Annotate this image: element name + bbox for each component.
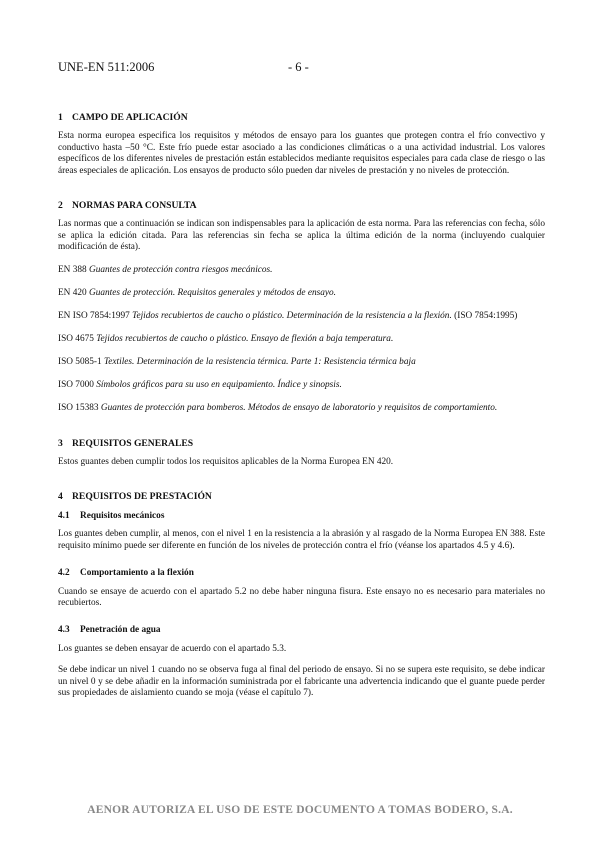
page-content — [58, 112, 545, 699]
section-heading — [58, 112, 545, 123]
page-number: - 6 - — [288, 60, 309, 74]
license-footer: AENOR AUTORIZA EL USO DE ESTE DOCUMENTO A TOMAS BODERO, S.A. — [87, 804, 513, 816]
document-id: UNE-EN 511:2006 — [58, 60, 155, 74]
reference-item — [58, 334, 545, 345]
reference-item — [58, 403, 545, 414]
reference-code: EN ISO 7854:1997 — [58, 311, 130, 322]
reference-code: ISO 7000 — [58, 380, 94, 391]
section-4 — [58, 491, 545, 699]
reference-item — [58, 265, 545, 276]
section-title: NORMAS PARA CONSULTA — [72, 200, 197, 212]
reference-item — [58, 380, 545, 391]
section-1 — [58, 112, 545, 177]
reference-title: Textiles. Determinación de la resistencia térmica. Parte 1: Resistencia térmica baja — [103, 357, 416, 368]
section-title: REQUISITOS GENERALES — [72, 437, 194, 449]
reference-title: Símbolos gráficos para su uso en equipamiento. Índice y sinopsis. — [96, 380, 342, 391]
reference-title: Guantes de protección contra riesgos mecánicos. — [89, 265, 273, 276]
subsection-paragraph: Cuando se ensaye de acuerdo con el apartado 5.2 no debe haber ninguna fisura. Este ensayo no es necesario para materiales no recubiertos. — [58, 586, 545, 608]
section-heading — [58, 491, 545, 502]
subsection-number: 4.3 — [58, 625, 70, 636]
reference-title: Guantes de protección. Requisitos generales y métodos de ensayo. — [89, 288, 336, 299]
reference-item — [58, 357, 545, 368]
reference-code: EN 420 — [58, 288, 87, 299]
subsection-paragraph: Los guantes se deben ensayar de acuerdo con el apartado 5.3. — [58, 643, 287, 654]
reference-title: Guantes de protección para bomberos. Métodos de ensayo de laboratorio y requisitos de comportamiento. — [100, 403, 498, 414]
reference-code: ISO 15383 — [58, 403, 99, 414]
subsection-heading — [58, 568, 545, 579]
subsection-4-2 — [58, 568, 545, 609]
section-paragraph: Las normas que a continuación se indican son indispensables para la aplicación de esta norma. Para las referencias con fecha, sólo se aplica la edición citada. Para las referencias sin fecha se aplica la última edición de la norma (incluyendo cualquier modificación de ésta). — [58, 219, 545, 253]
subsection-title: Requisitos mecánicos — [80, 510, 165, 521]
reference-title: Tejidos recubiertos de caucho o plástico. Determinación de la resistencia a la flexión. — [132, 311, 452, 322]
section-number: 1 — [58, 112, 63, 123]
reference-item — [58, 288, 545, 299]
subsection-title: Penetración de agua — [80, 625, 161, 636]
reference-code: ISO 4675 — [58, 334, 94, 345]
reference-code: ISO 5085-1 — [58, 357, 102, 368]
subsection-heading — [58, 511, 545, 522]
section-title: CAMPO DE APLICACIÓN — [72, 112, 188, 123]
reference-title: Tejidos recubiertos de caucho o plástico. Ensayo de flexión a baja temperatura. — [96, 334, 394, 345]
section-number: 3 — [58, 437, 63, 449]
section-2 — [58, 200, 545, 415]
subsection-4-1 — [58, 511, 545, 552]
subsection-paragraph: Se debe indicar un nivel 1 cuando no se observa fuga al final del periodo de ensayo. Si no se supera este requisito, se debe indicar un nivel 0 y se debe añadir en la información suministrada por el fabricante una advertencia indicando que el guante puede perder sus propiedades de aislamiento cuando se moja (véase el capítulo 7). — [58, 665, 545, 698]
section-title: REQUISITOS DE PRESTACIÓN — [72, 491, 212, 503]
subsection-paragraph: Los guantes deben cumplir, al menos, con el nivel 1 en la resistencia a la abrasión y al rasgado de la Norma Europea EN 388. Este requisito mínimo puede ser diferente en función de los niveles de protección contra el frío (véanse los apartados 4.5 y 4.6). — [58, 529, 545, 551]
section-heading — [58, 438, 545, 449]
section-paragraph: Estos guantes deben cumplir todos los requisitos aplicables de la Norma Europea EN 420. — [58, 457, 394, 468]
subsection-number: 4.1 — [58, 510, 70, 521]
reference-code: EN 388 — [58, 265, 87, 276]
reference-item — [58, 311, 545, 322]
section-heading — [58, 200, 545, 211]
section-number: 4 — [58, 491, 63, 503]
section-number: 2 — [58, 200, 63, 212]
subsection-number: 4.2 — [58, 568, 70, 579]
section-3 — [58, 438, 545, 469]
section-paragraph: Esta norma europea especifica los requisitos y métodos de ensayo para los guantes que protegen contra el frío convectivo y conductivo hasta –50 °C. Este frío puede estar asociado a las condiciones climáticas o a una actividad industrial. Los valores específicos de los diferentes niveles de prestación están establecidos mediante requisitos especiales para cada clase de riesgo o las áreas especiales de aplicación. Los ensayos de producto sólo pueden dar niveles de prestación y no niveles de protección. — [58, 131, 545, 176]
subsection-heading — [58, 625, 545, 636]
subsection-title: Comportamiento a la flexión — [80, 568, 194, 579]
reference-suffix: (ISO 7854:1995) — [454, 311, 518, 322]
subsection-4-3 — [58, 625, 545, 699]
